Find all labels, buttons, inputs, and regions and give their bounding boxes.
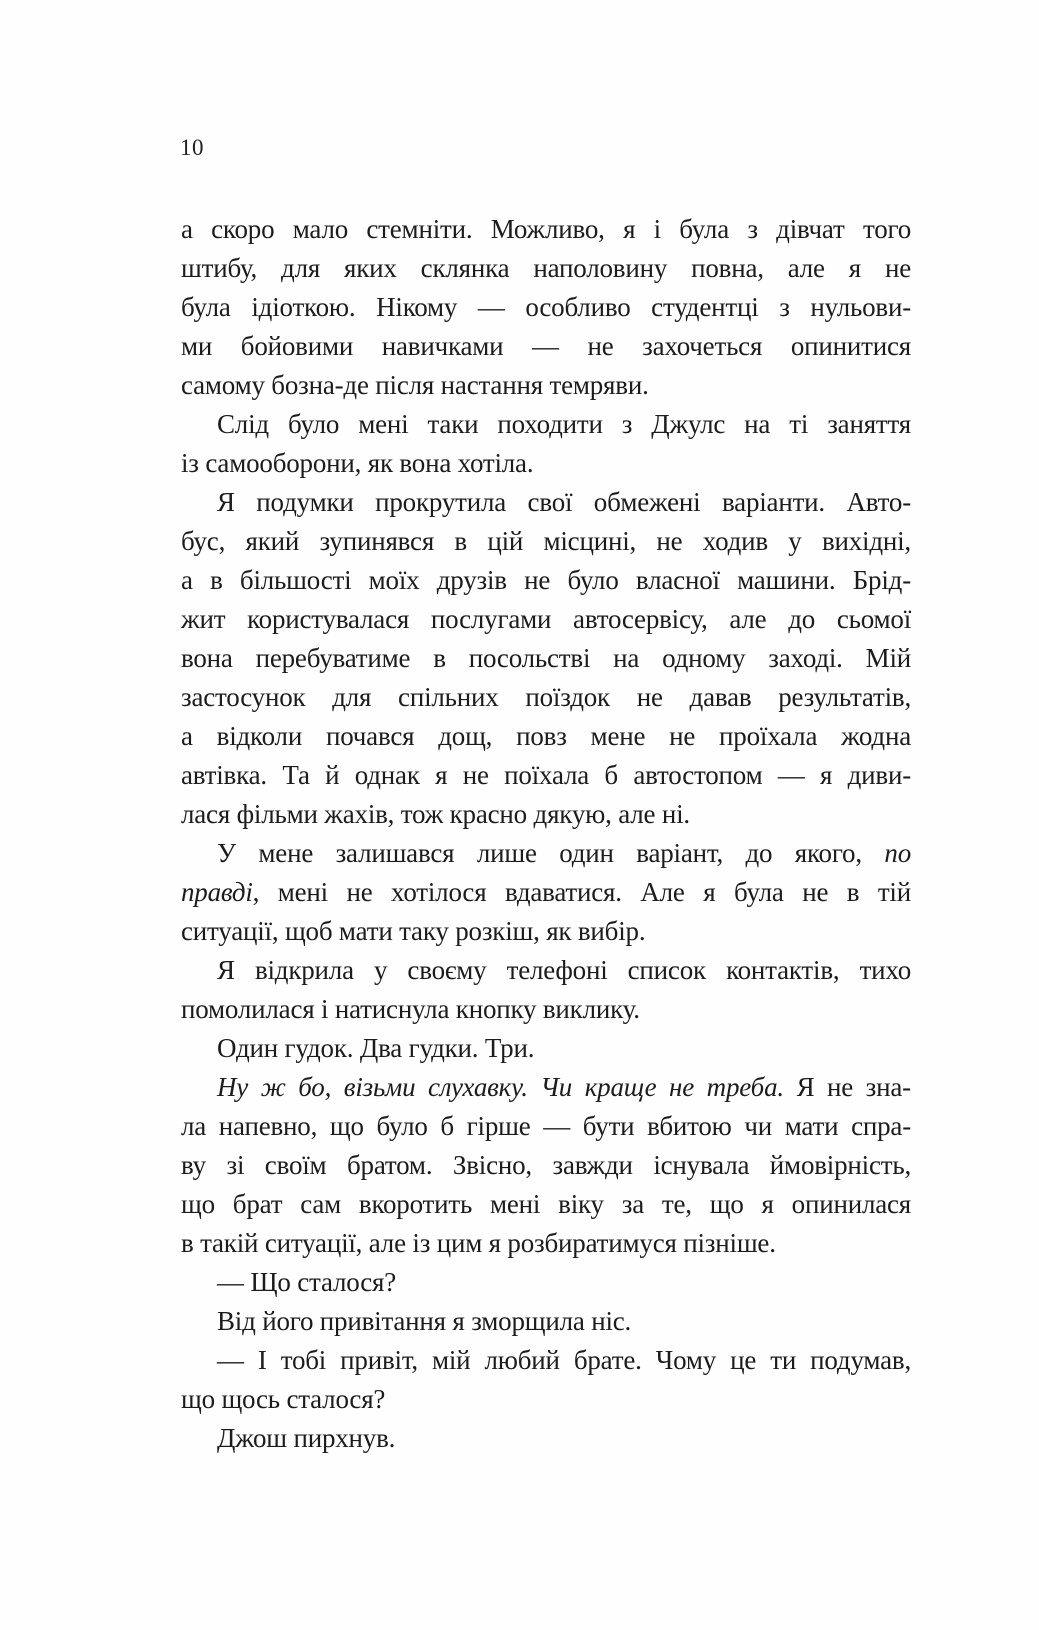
paragraph: [181, 1263, 911, 1302]
text-line: [181, 834, 911, 873]
italic-text-segment: правді: [181, 877, 253, 907]
text-segment: ми бойовими навичками — не захочеться опинитися: [181, 331, 911, 361]
text-line: [181, 1146, 911, 1185]
paragraph: [181, 405, 911, 483]
text-line: [181, 717, 911, 756]
text-segment: що брат сам вкоротить мені віку за те, що я опинилася: [181, 1189, 911, 1219]
text-line: [181, 678, 911, 717]
text-line: [181, 1419, 911, 1458]
paragraph: [181, 1302, 911, 1341]
paragraph: [181, 1341, 911, 1419]
text-line: [181, 1380, 911, 1419]
paragraph: [181, 1029, 911, 1068]
text-line: [181, 249, 911, 288]
text-line: [181, 1185, 911, 1224]
page-number: 10: [180, 135, 204, 160]
text-line: [181, 951, 911, 990]
text-segment: — Що сталося?: [217, 1267, 397, 1297]
text-segment: а скоро мало стемніти. Можливо, я і була з дівчат того: [181, 214, 911, 244]
text-segment: Від його привітання я зморщила ніс.: [217, 1306, 632, 1336]
text-segment: лася фільми жахів, тож красно дякую, але ні.: [181, 799, 690, 829]
text-segment: вона перебуватиме в посольстві на одному заході. Мій: [181, 643, 911, 673]
text-line: [181, 990, 911, 1029]
text-segment: бус, який зупинявся в цій місцині, не ходив у вихідні,: [181, 526, 911, 556]
text-segment: ву зі своїм братом. Звісно, завжди існувала ймовірність,: [181, 1150, 911, 1180]
paragraph: [181, 1068, 911, 1263]
text-segment: із самооборони, як вона хотіла.: [181, 448, 534, 478]
text-line: [181, 522, 911, 561]
text-segment: застосунок для спільних поїздок не давав результатів,: [181, 682, 911, 712]
paragraph: [181, 951, 911, 1029]
text-line: [181, 1341, 911, 1380]
italic-text-segment: Ну ж бо, візьми слухавку. Чи краще не треба.: [217, 1072, 784, 1102]
text-segment: що щось сталося?: [181, 1384, 386, 1414]
text-line: [181, 405, 911, 444]
text-segment: була ідіоткою. Нікому — особливо студентці з нульови-: [181, 292, 911, 322]
text-line: [181, 600, 911, 639]
paragraph: [181, 1419, 911, 1458]
text-segment: Джош пирхнув.: [217, 1423, 396, 1453]
text-segment: помолилася і натиснула кнопку виклику.: [181, 994, 640, 1024]
text-segment: Я подумки прокрутила свої обмежені варіанти. Авто-: [217, 487, 911, 517]
page-text: [181, 210, 911, 1458]
text-line: [181, 210, 911, 249]
text-line: [181, 1263, 911, 1302]
text-segment: Один гудок. Два гудки. Три.: [217, 1033, 535, 1063]
text-segment: Я відкрила у своєму телефоні список контактів, тихо: [217, 955, 911, 985]
paragraph: [181, 210, 911, 405]
text-segment: жит користувалася послугами автосервісу, але до сьомої: [181, 604, 911, 634]
text-segment: У мене залишався лише один варіант, до якого,: [217, 838, 885, 868]
text-segment: ла напевно, що було б гірше — бути вбитою чи мати спра-: [181, 1111, 911, 1141]
text-line: [181, 912, 911, 951]
text-line: [181, 1302, 911, 1341]
paragraph: [181, 834, 911, 951]
text-line: [181, 1224, 911, 1263]
italic-text-segment: по: [884, 838, 911, 868]
text-line: [181, 327, 911, 366]
text-segment: , мені не хотілося вдаватися. Але я була не в тій: [252, 877, 911, 907]
text-line: [181, 1107, 911, 1146]
text-segment: Я не зна-: [783, 1072, 911, 1102]
text-line: [181, 1068, 911, 1107]
text-segment: самому бозна-де після настання темряви.: [181, 370, 649, 400]
text-line: [181, 288, 911, 327]
text-line: [181, 366, 911, 405]
text-segment: в такій ситуації, але із цим я розбиратимуся пізніше.: [181, 1228, 776, 1258]
text-segment: — І тобі привіт, мій любий брате. Чому це ти подумав,: [217, 1345, 911, 1375]
text-line: [181, 561, 911, 600]
text-segment: а в більшості моїх друзів не було власної машини. Брід-: [181, 565, 911, 595]
text-line: [181, 639, 911, 678]
text-segment: автівка. Та й однак я не поїхала б автостопом — я диви-: [181, 760, 911, 790]
text-segment: ситуації, щоб мати таку розкіш, як вибір.: [181, 916, 646, 946]
text-line: [181, 873, 911, 912]
paragraph: [181, 483, 911, 834]
text-segment: а відколи почався дощ, повз мене не проїхала жодна: [181, 721, 911, 751]
text-segment: Слід було мені таки походити з Джулс на ті заняття: [217, 409, 911, 439]
text-segment: штибу, для яких склянка наполовину повна, але я не: [181, 253, 911, 283]
text-line: [181, 756, 911, 795]
text-line: [181, 483, 911, 522]
text-line: [181, 795, 911, 834]
text-line: [181, 444, 911, 483]
text-line: [181, 1029, 911, 1068]
